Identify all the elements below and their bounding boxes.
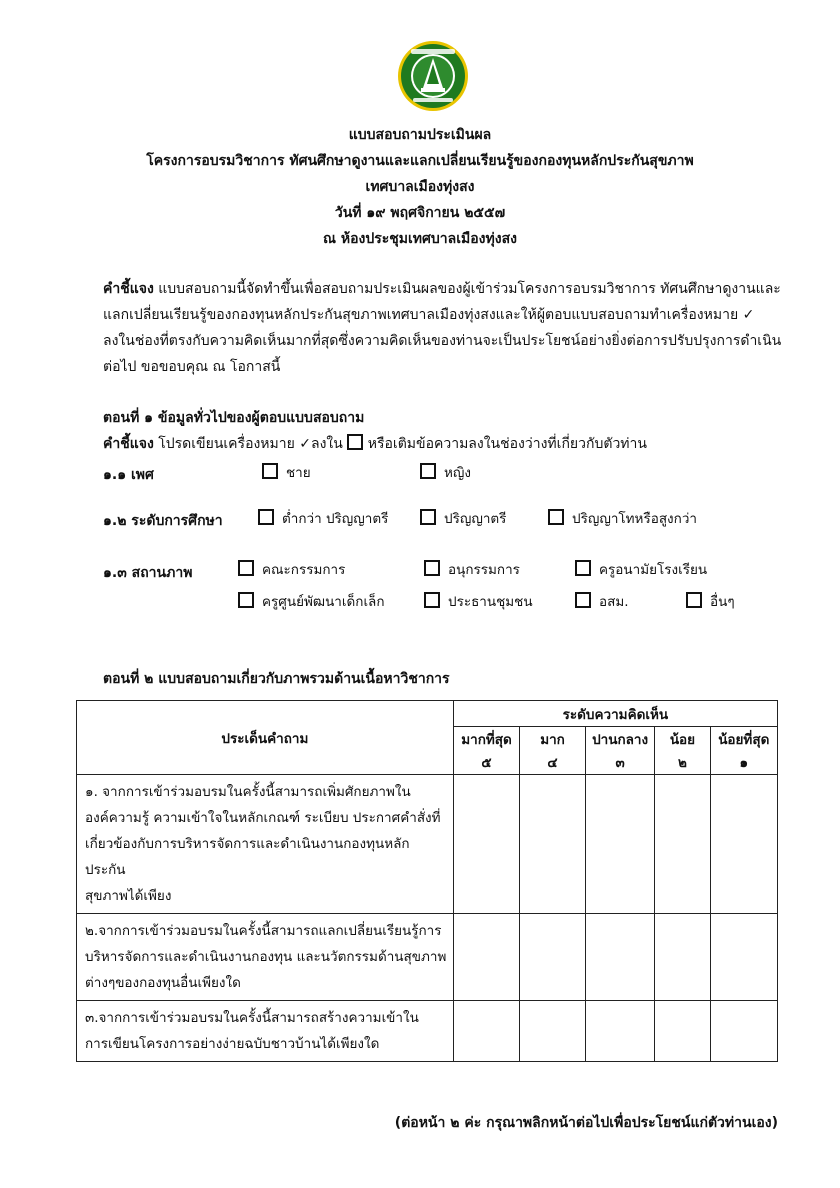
organization-name: เทศบาลเมืองทุ่งสง xyxy=(365,179,475,195)
option-master-or-higher[interactable]: ปริญญาโทหรือสูงกว่า xyxy=(548,507,697,529)
part2-title: ตอนที่ ๒ แบบสอบถามเกี่ยวกับภาพรวมด้านเนื้อหาวิชาการ xyxy=(103,671,450,687)
part1-instructions: คำชี้แจง โปรดเขียนเครื่องหมาย ✓ลงใน หรือเติมข้อความลงในช่องว่างที่เกี่ยวกับตัวท่าน xyxy=(103,436,647,452)
municipality-seal-icon xyxy=(397,40,469,112)
instructions-line-1: คำชี้แจง แบบสอบถามนี้จัดทำขึ้นเพื่อสอบถามประเมินผลของผู้เข้าร่วมโครงการอบรมวิชาการ ทัศนศึกษาดูงานและ xyxy=(103,281,781,297)
level-score: ๑ xyxy=(710,751,777,775)
table-row xyxy=(77,1001,778,1062)
level-score: ๔ xyxy=(520,751,585,775)
table-row xyxy=(77,775,778,914)
question-2: ๒.จากการเข้าร่วมอบรมในครั้งนี้สามารถแลกเปลี่ยนเรียนรู้การ บริหารจัดการและดำเนินงานกองทุน และนวัตกรรมด้านสุขภาพ ต่างๆของกองทุนอื่นเพียงใด xyxy=(77,914,454,1001)
table-row xyxy=(77,914,778,1001)
checkbox-icon[interactable] xyxy=(686,592,702,608)
rating-cell-3[interactable] xyxy=(585,1001,655,1062)
option-male[interactable]: ชาย xyxy=(262,461,311,483)
question-column-header: ประเด็นคำถาม xyxy=(77,701,454,775)
event-venue: ณ ห้องประชุมเทศบาลเมืองทุ่งสง xyxy=(323,231,517,247)
option-bachelor[interactable]: ปริญญาตรี xyxy=(420,507,506,529)
checkbox-icon[interactable] xyxy=(420,509,436,525)
form-title: แบบสอบถามประเมินผล xyxy=(348,127,492,143)
checkbox-sample-icon xyxy=(347,434,363,450)
option-school-health-teacher[interactable]: ครูอนามัยโรงเรียน xyxy=(575,558,707,580)
rating-cell-2[interactable] xyxy=(655,775,710,914)
rating-cell-1[interactable] xyxy=(710,1001,777,1062)
rating-cell-5[interactable] xyxy=(453,775,520,914)
rating-cell-2[interactable] xyxy=(655,1001,710,1062)
rating-cell-1[interactable] xyxy=(710,914,777,1001)
rating-cell-4[interactable] xyxy=(520,1001,585,1062)
q2-label: ๑.๒ ระดับการศึกษา xyxy=(103,513,223,529)
rating-cell-1[interactable] xyxy=(710,775,777,914)
rating-cell-5[interactable] xyxy=(453,914,520,1001)
event-date: วันที่ ๑๙ พฤศจิกายน ๒๕๕๗ xyxy=(334,205,506,221)
rating-cell-3[interactable] xyxy=(585,914,655,1001)
checkbox-icon[interactable] xyxy=(262,463,278,479)
rating-cell-4[interactable] xyxy=(520,775,585,914)
option-subcommittee[interactable]: อนุกรรมการ xyxy=(424,558,520,580)
question-1: ๑. จากการเข้าร่วมอบรมในครั้งนี้สามารถเพิ่มศักยภาพใน องค์ความรู้ ความเข้าใจในหลักเกณฑ์ ระเบียบ ประกาศคำสั่งที่ เกี่ยวข้องกับการบริหารจัดการและดำเนินงานกองทุนหลักประกัน สุขภาพได้เพียง xyxy=(77,775,454,914)
project-title: โครงการอบรมวิชาการ ทัศนศึกษาดูงานและแลกเปลี่ยนเรียนรู้ของกองทุนหลักประกันสุขภาพ xyxy=(146,153,694,169)
option-community-leader[interactable]: ประธานชุมชน xyxy=(424,590,533,612)
checkbox-icon[interactable] xyxy=(424,560,440,576)
level-label: มากที่สุด xyxy=(453,727,520,751)
q3-label: ๑.๓ สถานภาพ xyxy=(103,565,193,581)
instructions-label: คำชี้แจง xyxy=(103,281,154,297)
checkbox-icon[interactable] xyxy=(258,509,274,525)
level-score: ๓ xyxy=(585,751,655,775)
rating-cell-4[interactable] xyxy=(520,914,585,1001)
level-label: มาก xyxy=(520,727,585,751)
checkbox-icon[interactable] xyxy=(548,509,564,525)
rating-table xyxy=(76,700,778,1062)
question-3: ๓.จากการเข้าร่วมอบรมในครั้งนี้สามารถสร้างความเข้าใน การเขียนโครงการอย่างง่ายฉบับชาวบ้านได้เพียงใด xyxy=(77,1001,454,1062)
checkbox-icon[interactable] xyxy=(424,592,440,608)
checkbox-icon[interactable] xyxy=(575,560,591,576)
option-childcare-teacher[interactable]: ครูศูนย์พัฒนาเด็กเล็ก xyxy=(238,590,385,612)
level-label: ปานกลาง xyxy=(585,727,655,751)
instructions-line-2: แลกเปลี่ยนเรียนรู้ของกองทุนหลักประกันสุขภาพเทศบาลเมืองทุ่งสงและให้ผู้ตอบแบบสอบถามทำเครื่องหมาย ✓ xyxy=(103,307,755,323)
rating-cell-5[interactable] xyxy=(453,1001,520,1062)
option-female[interactable]: หญิง xyxy=(420,461,471,483)
checkbox-icon[interactable] xyxy=(238,560,254,576)
checkbox-icon[interactable] xyxy=(420,463,436,479)
q1-label: ๑.๑ เพศ xyxy=(103,467,154,483)
rating-cell-3[interactable] xyxy=(585,775,655,914)
instructions-line-3: ลงในช่องที่ตรงกับความคิดเห็นมากที่สุดซึ่งความคิดเห็นของท่านจะเป็นประโยชน์อย่างยิ่งต่อการปรับปรุงการดำเนิน xyxy=(103,333,782,349)
option-other[interactable]: อื่นๆ xyxy=(686,590,735,612)
option-below-bachelor[interactable]: ต่ำกว่า ปริญญาตรี xyxy=(258,507,388,529)
checkbox-icon[interactable] xyxy=(575,592,591,608)
footer-note: (ต่อหน้า ๒ ค่ะ กรุณาพลิกหน้าต่อไปเพื่อประโยชน์แก่ตัวท่านเอง) xyxy=(394,1115,778,1131)
level-score: ๒ xyxy=(655,751,710,775)
part1-title: ตอนที่ ๑ ข้อมูลทั่วไปของผู้ตอบแบบสอบถาม xyxy=(103,410,365,426)
checkbox-icon[interactable] xyxy=(238,592,254,608)
level-score: ๕ xyxy=(453,751,520,775)
level-label: น้อยที่สุด xyxy=(710,727,777,751)
instructions-line-4: ต่อไป ขอขอบคุณ ณ โอกาสนี้ xyxy=(103,359,281,375)
level-label: น้อย xyxy=(655,727,710,751)
option-health-volunteer[interactable]: อสม. xyxy=(575,590,629,612)
option-committee[interactable]: คณะกรรมการ xyxy=(238,558,345,580)
rating-cell-2[interactable] xyxy=(655,914,710,1001)
rating-level-header: ระดับความคิดเห็น xyxy=(453,701,777,727)
